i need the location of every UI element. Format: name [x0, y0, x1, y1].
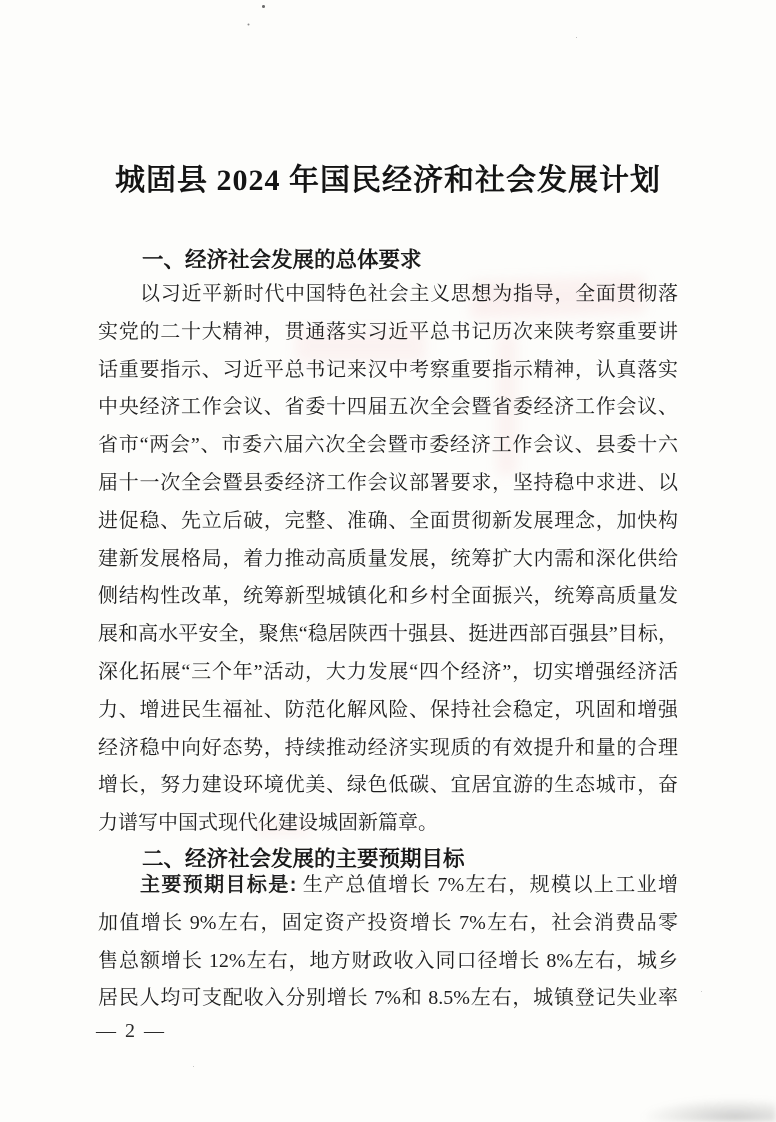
body-line: 进促稳、先立后破，完整、准确、全面贯彻新发展理念，加快构 [98, 509, 678, 532]
body-line: 届十一次全会暨县委经济工作会议部署要求，坚持稳中求进、以 [98, 471, 678, 494]
body-line [98, 867, 678, 905]
body-line: 建新发展格局，着力推动高质量发展，统筹扩大内需和深化供给 [98, 547, 678, 570]
document-title: 城固县 2024 年国民经济和社会发展计划 [115, 164, 661, 197]
section-heading-2: 二、经济社会发展的主要预期目标 [142, 847, 465, 871]
scan-specks [262, 5, 265, 8]
body-line: 话重要指示、习近平总书记来汉中考察重要指示精神，认真落实 [98, 358, 678, 381]
body-line: 经济稳中向好态势，持续推动经济实现质的有效提升和量的合理 [98, 736, 678, 759]
body-line: 中央经济工作会议、省委十四届五次全会暨省委经济工作会议、 [98, 396, 678, 419]
body-line: 增长，努力建设环境优美、绿色低碳、宜居宜游的生态城市，奋 [98, 774, 678, 797]
body-line: 深化拓展“三个年”活动，大力发展“四个经济”，切实增强经济活 [98, 660, 678, 683]
body-line: 以习近平新时代中国特色社会主义思想为指导，全面贯彻落 [140, 283, 678, 305]
body-line: 力谱写中国式现代化建设城固新篇章。 [98, 812, 438, 835]
page-number: — 2 — [96, 1020, 166, 1042]
body-line: 加值增长 9%左右，固定资产投资增长 7%左右，社会消费品零 [98, 911, 678, 934]
body-line: 展和高水平安全，聚焦“稳居陕西十强县、挺进西部百强县”目标， [98, 623, 678, 646]
paragraph-overall-requirements [98, 276, 678, 843]
body-line: 省市“两会”、市委六届六次全会暨市委经济工作会议、县委十六 [98, 434, 678, 457]
body-line-text: 生产总值增长 7%左右，规模以上工业增 [296, 874, 678, 896]
paragraph-main-targets [98, 867, 678, 1018]
section-heading-1: 一、经济社会发展的总体要求 [142, 248, 422, 272]
bold-lead-text: 主要预期目标是: [140, 874, 297, 896]
body-line: 实党的二十大精神，贯通落实习近平总书记历次来陕考察重要讲 [98, 320, 678, 343]
body-line: 售总额增长 12%左右，地方财政收入同口径增长 8%左右，城乡 [98, 949, 678, 972]
body-line: 侧结构性改革，统筹新型城镇化和乡村全面振兴，统筹高质量发 [98, 585, 678, 608]
scan-smudge [640, 1098, 776, 1122]
body-line: 力、增进民生福祉、防范化解风险、保持社会稳定，巩固和增强 [98, 698, 678, 721]
body-line: 居民人均可支配收入分别增长 7%和 8.5%左右，城镇登记失业率 [98, 987, 678, 1010]
